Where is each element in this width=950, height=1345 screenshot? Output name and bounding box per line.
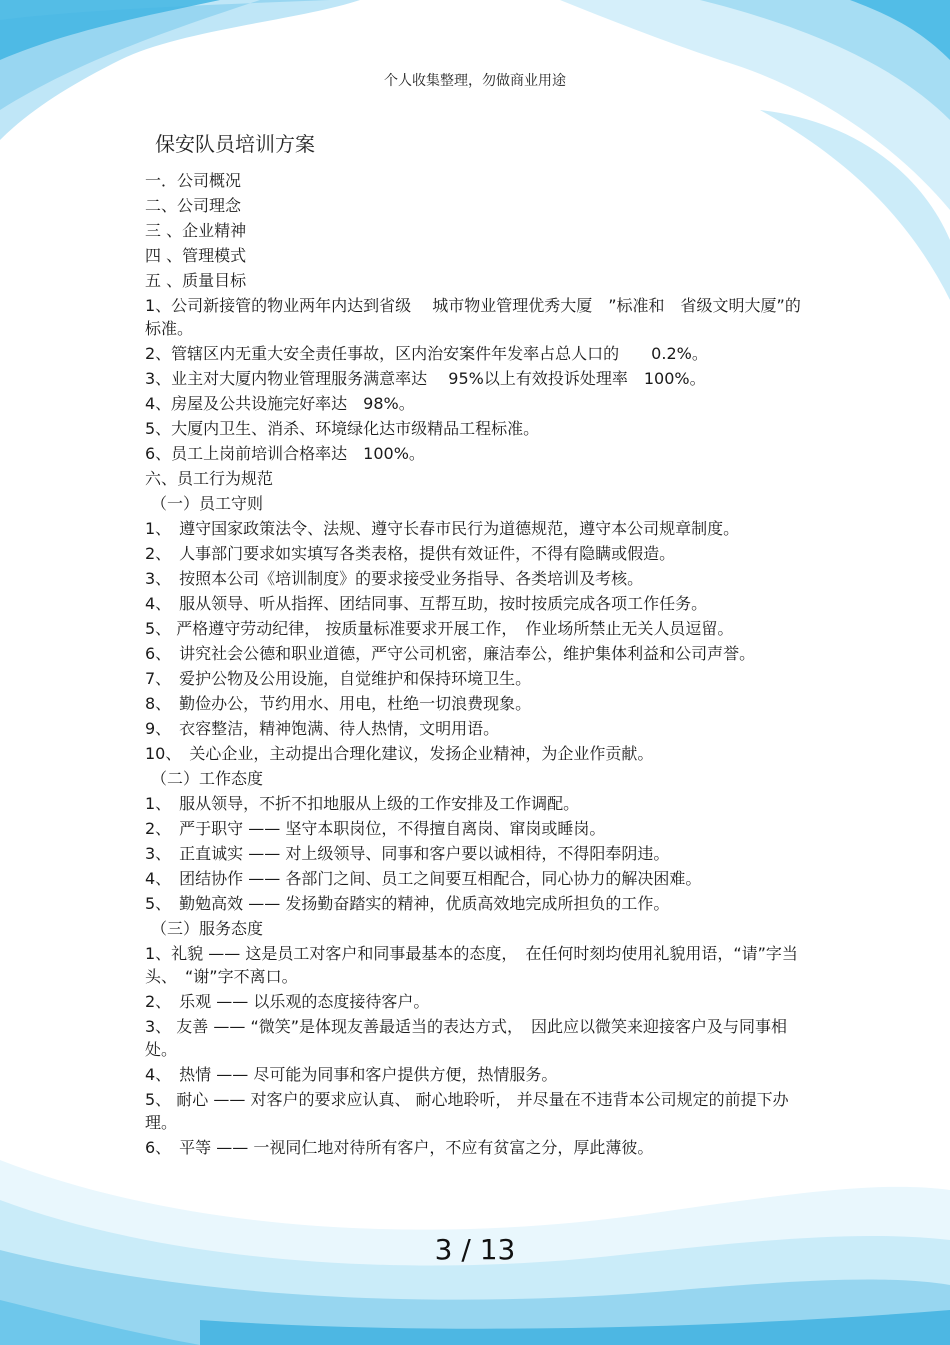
list-item: 3、 按照本公司《培训制度》的要求接受业务指导、各类培训及考核。 (145, 569, 644, 588)
watermark-text: 个人收集整理，勿做商业用途 (384, 73, 566, 89)
section-heading: 三 、企业精神 (145, 221, 247, 240)
list-item: 4、 热情 —— 尽可能为同事和客户提供方便，热情服务。 (145, 1065, 558, 1084)
list-item: 2、 人事部门要求如实填写各类表格，提供有效证件，不得有隐瞒或假造。 (145, 544, 676, 563)
list-item: 4、 服从领导、听从指挥、团结同事、互帮互助，按时按质完成各项工作任务。 (145, 594, 708, 613)
list-item: 5、 严格遵守劳动纪律， 按质量标准要求开展工作， 作业场所禁止无关人员逗留。 (145, 619, 734, 638)
list-item: 10、 关心企业，主动提出合理化建议，发扬企业精神，为企业作贡献。 (145, 744, 654, 763)
list-item: 3、 正直诚实 —— 对上级领导、同事和客户要以诚相待，不得阳奉阴违。 (145, 844, 670, 863)
document-title: 保安队员培训方案 (155, 132, 315, 156)
list-item: 6、 讲究社会公德和职业道德，严守公司机密，廉洁奉公，维护集体利益和公司声誉。 (145, 644, 756, 663)
section-heading: 五 、质量目标 (145, 271, 247, 290)
list-item: 1、 遵守国家政策法令、法规、遵守长春市民行为道德规范，遵守本公司规章制度。 (145, 519, 740, 538)
list-item: 6、 平等 —— 一视同仁地对待所有客户，不应有贫富之分，厚此薄彼。 (145, 1138, 654, 1157)
section-heading: 二、公司理念 (145, 196, 242, 215)
subsection-heading: （二）工作态度 (151, 769, 264, 788)
list-item: 5、 耐心 —— 对客户的要求应认真、 耐心地聆听， 并尽量在不违背本公司规定的前提下办理。 (145, 1090, 789, 1132)
list-item: 5、 勤勉高效 —— 发扬勤奋踏实的精神，优质高效地完成所担负的工作。 (145, 894, 670, 913)
list-item: 2、管辖区内无重大安全责任事故，区内治安案件年发率占总人口的 0.2%。 (145, 344, 708, 363)
page-number: 3 / 13 (434, 1233, 516, 1266)
list-item: 1、公司新接管的物业两年内达到省级 城市物业管理优秀大厦 ”标准和 省级文明大厦”的标准。 (145, 296, 801, 338)
section-heading: 一．公司概况 (145, 171, 242, 190)
section-heading: 六、员工行为规范 (145, 469, 274, 488)
list-item: 1、礼貌 —— 这是员工对客户和同事最基本的态度， 在任何时刻均使用礼貌用语，“请”字当头、 “谢”字不离口。 (145, 944, 798, 986)
list-item: 7、 爱护公物及公用设施，自觉维护和保持环境卫生。 (145, 669, 532, 688)
list-item: 2、 乐观 —— 以乐观的态度接待客户。 (145, 992, 430, 1011)
list-item: 9、 衣容整洁，精神饱满、待人热情，文明用语。 (145, 719, 500, 738)
subsection-heading: （一）员工守则 (151, 494, 264, 513)
list-item: 6、员工上岗前培训合格率达 100%。 (145, 444, 425, 463)
list-item: 5、大厦内卫生、消杀、环境绿化达市级精品工程标准。 (145, 419, 540, 438)
document-body (145, 168, 810, 1160)
subsection-heading: （三）服务态度 (151, 919, 264, 938)
list-item: 1、 服从领导，不折不扣地服从上级的工作安排及工作调配。 (145, 794, 580, 813)
list-item: 3、 友善 —— “微笑”是体现友善最适当的表达方式， 因此应以微笑来迎接客户及与同事相处。 (145, 1017, 788, 1059)
list-item: 4、房屋及公共设施完好率达 98%。 (145, 394, 415, 413)
list-item: 3、业主对大厦内物业管理服务满意率达 95%以上有效投诉处理率 100%。 (145, 369, 706, 388)
list-item: 4、 团结协作 —— 各部门之间、员工之间要互相配合，同心协力的解决困难。 (145, 869, 702, 888)
section-heading: 四 、管理模式 (145, 246, 247, 265)
list-item: 2、 严于职守 —— 坚守本职岗位，不得擅自离岗、窜岗或睡岗。 (145, 819, 606, 838)
list-item: 8、 勤俭办公，节约用水、用电，杜绝一切浪费现象。 (145, 694, 532, 713)
